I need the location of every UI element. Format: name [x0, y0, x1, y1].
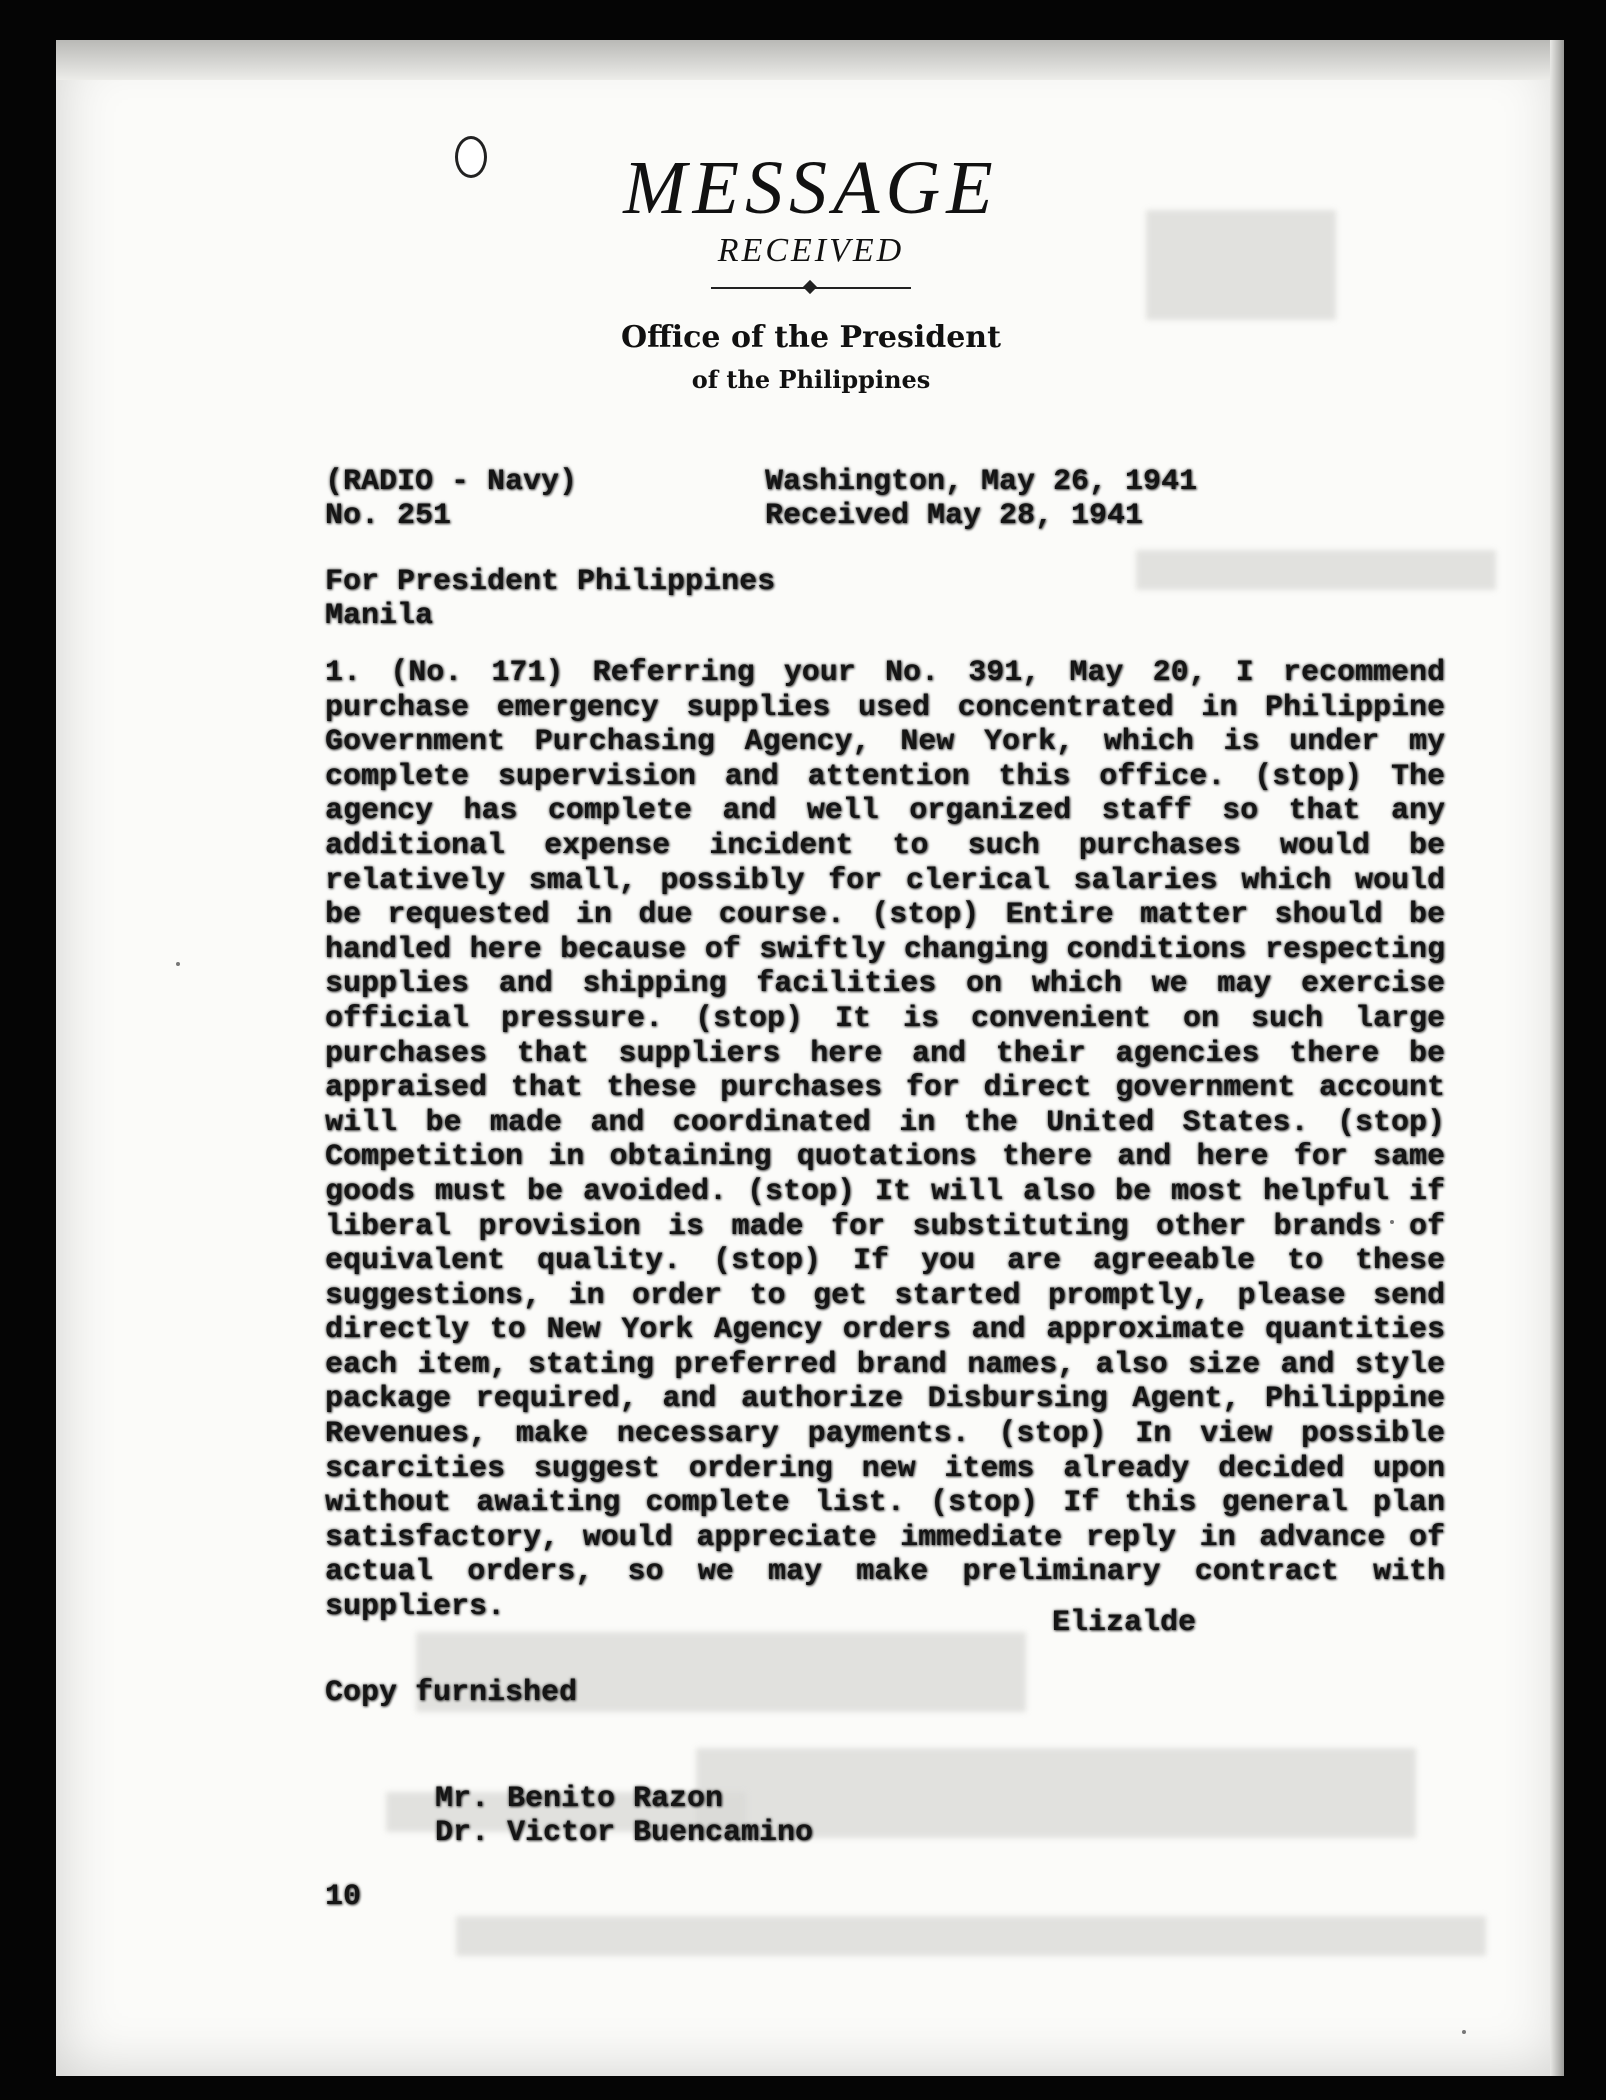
message-number: No. 251 — [325, 499, 452, 533]
signature: Elizalde — [1052, 1606, 1197, 1640]
message-body: 1. (No. 171) Referring your No. 391, May 20, I recommend purchase emergency supplies used concentrated in Philippine Government Purchasing Agency, New York, which is under my complete supervision and attention this office. (stop) The agency has complete and well organized staff so that any additional expense incident to such purchases would be relatively small, possibly for clerical salaries which would be requested in due course. (stop) Entire matter should be handled here because of swiftly changing conditions respecting supplies and shipping facilities on which we may exercise official pressure. (stop) It is convenient on such large purchases that suppliers here and their agencies there be appraised that these purchases for direct government account will be made and coordinated in the United States. (stop) Competition in obtaining quotations there and here for same goods must be avoided. (stop) It will also be most helpful if liberal provision is made for substituting other brands of equivalent quality. (stop) If you are agreeable to these suggestions, in order to get started promptly, please send directly to New York Agency orders and approximate quantities each item, stating preferred brand names, also size and style package required, and authorize Disbursing Agent, Philippine Revenues, make necessary payments. (stop) In view possible scarcities suggest ordering new items already decided upon without awaiting complete list. (stop) If this general plan satisfactory, would appreciate immediate reply in advance of actual orders, so we may make preliminary contract with suppliers. — [325, 656, 1445, 1625]
office-country: of the Philippines — [691, 365, 931, 394]
transmission-channel: (RADIO - Navy) — [325, 465, 578, 499]
office-name: Office of the President — [621, 320, 1001, 355]
ornament-divider — [711, 278, 911, 298]
copy-recipient: Mr. Benito Razon — [435, 1782, 724, 1816]
dust-speck — [1462, 2030, 1466, 2034]
paper-top-edge — [56, 40, 1564, 80]
bleed-through-mark — [456, 1916, 1486, 1956]
received-subtitle: RECEIVED — [717, 232, 905, 269]
copy-furnished-label: Copy furnished — [325, 1676, 578, 1710]
addressee-line: For President Philippines — [325, 565, 776, 599]
received-date: Received May 28, 1941 — [765, 499, 1144, 533]
copy-recipients — [435, 1782, 813, 1850]
message-title: MESSAGE — [623, 146, 999, 230]
addressee-block — [325, 565, 775, 633]
copy-recipient: Dr. Victor Buencamino — [435, 1816, 814, 1850]
sent-date: Washington, May 26, 1941 — [765, 465, 1198, 499]
transmission-info — [325, 465, 577, 533]
date-info — [765, 465, 1197, 533]
bleed-through-mark — [1136, 550, 1496, 590]
letterhead — [0, 146, 1606, 394]
dust-speck — [176, 962, 180, 966]
paragraph-number: 10 — [325, 1880, 362, 1914]
addressee-city: Manila — [325, 599, 434, 633]
